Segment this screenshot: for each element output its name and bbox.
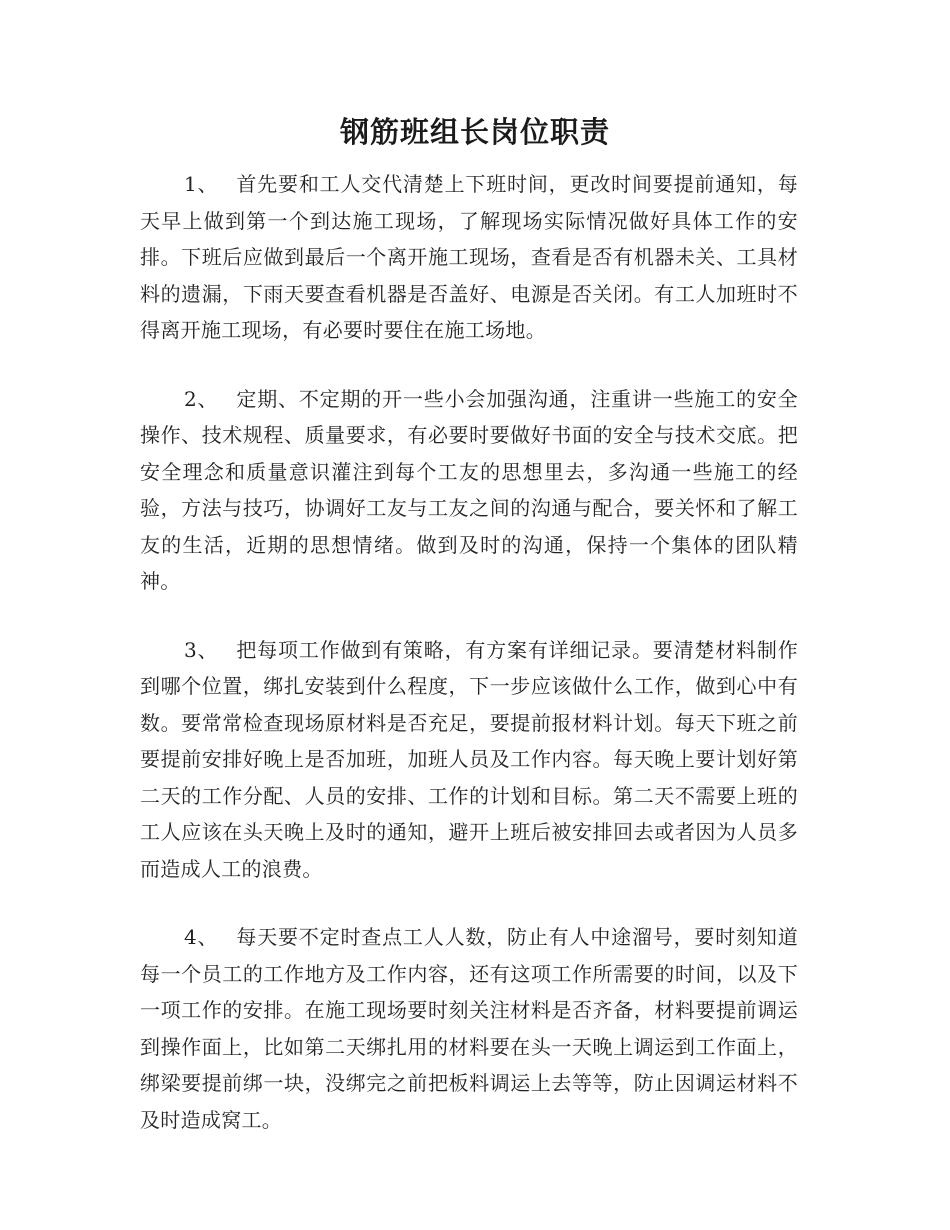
document-body: [140, 166, 798, 1138]
paragraph-number: 1、: [184, 172, 219, 196]
paragraph-text: 首先要和工人交代清楚上下班时间，更改时间要提前通知，每天早上做到第一个到达施工现场，了解现场实际情况做好具体工作的安排。下班后应做到最后一个离开施工现场，查看是否有机器未关、工具材料的遗漏，下雨天要查看机器是否盖好、电源是否关闭。有工人加班时不得离开施工现场，有必要时要住在施工场地。: [140, 172, 798, 342]
document-title: 钢筋班组长岗位职责: [339, 115, 610, 149]
paragraph-2: [140, 381, 798, 600]
paragraph-text: 每天要不定时查点工人人数，防止有人中途溜号，要时刻知道每一个员工的工作地方及工作内容，还有这项工作所需要的时间，以及下一项工作的安排。在施工现场要时刻关注材料是否齐备，材料要提前调运到操作面上，比如第二天绑扎用的材料要在头一天晚上调运到工作面上，绑梁要提前绑一块，没绑完之前把板料调运上去等等，防止因调运材料不及时造成窝工。: [140, 925, 798, 1132]
paragraph-3: [140, 632, 798, 888]
paragraph-text: 把每项工作做到有策略，有方案有详细记录。要清楚材料制作到哪个位置，绑扎安装到什么程度，下一步应该做什么工作，做到心中有数。要常常检查现场原材料是否充足，要提前报材料计划。每天下班之前要提前安排好晚上是否加班，加班人员及工作内容。每天晚上要计划好第二天的工作分配、人员的安排、工作的计划和目标。第二天不需要上班的工人应该在头天晚上及时的通知，避开上班后被安排回去或者因为人员多而造成人工的浪费。: [140, 637, 798, 881]
paragraph-number: 3、: [184, 637, 219, 662]
paragraph-4: [140, 919, 798, 1138]
paragraph-number: 2、: [184, 386, 219, 411]
paragraph-number: 4、: [184, 925, 219, 949]
paragraph-1: [140, 166, 798, 349]
paragraph-text: 定期、不定期的开一些小会加强沟通，注重讲一些施工的安全操作、技术规程、质量要求，有必要时要做好书面的安全与技术交底。把安全理念和质量意识灌注到每个工友的思想里去，多沟通一些施工的经验，方法与技巧，协调好工友与工友之间的沟通与配合，要关怀和了解工友的生活，近期的思想情绪。做到及时的沟通，保持一个集体的团队精神。: [140, 386, 798, 593]
